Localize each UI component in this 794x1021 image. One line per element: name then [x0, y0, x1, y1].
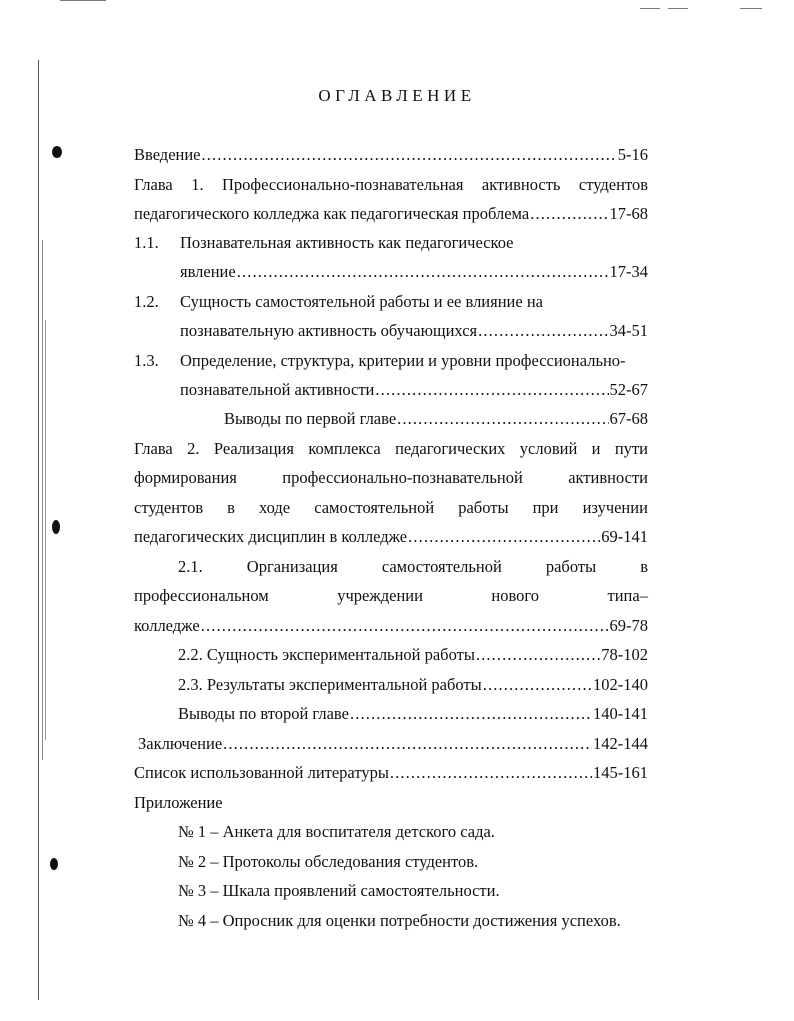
word: ходе — [259, 498, 291, 517]
section-1-2-line2 — [180, 320, 648, 342]
section-number: 1.3. — [134, 351, 159, 370]
toc-pages: 102-140 — [593, 675, 648, 694]
scan-top-rule-right — [640, 8, 660, 9]
word: педагогических — [395, 439, 506, 458]
chapter-1-heading-line2 — [134, 203, 648, 225]
binding-hole-mark-3 — [50, 858, 58, 870]
scan-top-rule-right-3 — [740, 8, 762, 9]
word: комплекса — [308, 439, 381, 458]
toc-pages: 69-141 — [601, 527, 648, 546]
toc-label: 2.3. Результаты экспериментальной работы — [178, 675, 482, 694]
chapter-2-heading-line1 — [134, 438, 648, 460]
dot-leader — [408, 526, 600, 548]
word: изучении — [582, 498, 648, 517]
toc-pages: 142-144 — [593, 734, 648, 753]
word: при — [532, 498, 559, 517]
section-1-1-line2 — [180, 261, 648, 283]
dot-leader — [483, 674, 592, 696]
dot-leader — [478, 320, 608, 342]
dot-leader — [397, 408, 608, 430]
word: формирования — [134, 468, 237, 487]
section-2-2 — [178, 644, 648, 666]
toc-label: колледже — [134, 616, 200, 635]
scan-top-rule — [60, 0, 106, 1]
word: Организация — [246, 557, 338, 576]
toc-label: Список использованной литературы — [134, 763, 389, 782]
dot-leader — [390, 762, 592, 784]
dot-leader — [202, 144, 617, 166]
word: 1. — [191, 175, 204, 194]
section-2-1-line2 — [134, 585, 648, 607]
section-1-2-line1: Сущность самостоятельной работы и ее влияние на — [180, 292, 543, 311]
toc-pages: 34-51 — [609, 321, 648, 340]
toc-label: Заключение — [138, 734, 223, 753]
toc-label: Выводы по второй главе — [178, 704, 349, 723]
page-title: ОГЛАВЛЕНИЕ — [318, 86, 476, 105]
toc-pages: 78-102 — [601, 645, 648, 664]
toc-pages: 52-67 — [609, 380, 648, 399]
word: 2.1. — [178, 557, 203, 576]
word: самостоятельной — [381, 557, 502, 576]
chapter-2-heading-line4 — [134, 526, 648, 548]
toc-entry-conclusion — [138, 733, 648, 755]
section-number: 1.2. — [134, 292, 159, 311]
word: в — [227, 498, 235, 517]
word: работы — [545, 557, 597, 576]
word: Глава — [134, 175, 173, 194]
binding-hole-mark-2 — [52, 520, 60, 534]
toc-pages: 5-16 — [617, 145, 648, 164]
toc-label: познавательной активности — [180, 380, 375, 399]
word: 2. — [187, 439, 200, 458]
dot-leader — [375, 379, 608, 401]
scan-left-edge — [38, 60, 48, 1000]
toc-pages: 17-68 — [609, 204, 648, 223]
word: типа– — [607, 586, 648, 605]
toc-pages: 67-68 — [609, 409, 648, 428]
toc-pages: 17-34 — [609, 262, 648, 281]
dot-leader — [530, 203, 608, 225]
toc-label: явление — [180, 262, 236, 281]
appendix-item: № 3 – Шкала проявлений самостоятельности. — [178, 881, 500, 900]
word: профессионально-познавательной — [282, 468, 523, 487]
chapter-1-conclusion — [224, 408, 648, 430]
appendix-item: № 4 – Опросник для оценки потребности достижения успехов. — [178, 911, 621, 930]
toc-pages: 69-78 — [609, 616, 648, 635]
toc-pages: 145-161 — [593, 763, 648, 782]
toc-label: педагогического колледжа как педагогическая проблема — [134, 204, 530, 223]
toc-label: педагогических дисциплин в колледже — [134, 527, 408, 546]
word: студентов — [578, 175, 648, 194]
appendix-item: № 2 – Протоколы обследования студентов. — [178, 852, 479, 871]
dot-leader — [201, 615, 609, 637]
scan-top-rule-right-2 — [668, 8, 688, 9]
word: учреждении — [337, 586, 423, 605]
binding-hole-mark — [52, 146, 62, 158]
toc-entry-introduction — [134, 144, 648, 166]
word: работы — [458, 498, 509, 517]
appendix-item: № 1 – Анкета для воспитателя детского сада. — [178, 822, 495, 841]
word: условий — [519, 439, 578, 458]
chapter-2-heading-line3 — [134, 497, 648, 519]
toc-label: познавательную активность обучающихся — [180, 321, 478, 340]
dot-leader — [237, 261, 609, 283]
word: активности — [568, 468, 648, 487]
dot-leader — [223, 733, 592, 755]
section-2-1-line1 — [178, 556, 648, 578]
word: Профессионально-познавательная — [222, 175, 464, 194]
dot-leader — [476, 644, 600, 666]
toc-label: Выводы по первой главе — [224, 409, 397, 428]
word: активность — [481, 175, 561, 194]
word: пути — [614, 439, 648, 458]
appendix-heading: Приложение — [134, 793, 223, 812]
word: профессиональном — [134, 586, 269, 605]
word: в — [640, 557, 648, 576]
toc-pages: 140-141 — [593, 704, 648, 723]
word: Глава — [134, 439, 173, 458]
word: самостоятельной — [314, 498, 435, 517]
toc-label: 2.2. Сущность экспериментальной работы — [178, 645, 475, 664]
word: Реализация — [213, 439, 294, 458]
section-number: 1.1. — [134, 233, 159, 252]
toc-label: Введение — [134, 145, 201, 164]
dot-leader — [350, 703, 592, 725]
chapter-1-heading-line1 — [134, 174, 648, 196]
toc-entry-references — [134, 762, 648, 784]
word: студентов — [134, 498, 204, 517]
section-2-3 — [178, 674, 648, 696]
word: и — [591, 439, 601, 458]
word: нового — [491, 586, 540, 605]
section-2-1-line3 — [134, 615, 648, 637]
section-1-3-line1: Определение, структура, критерии и уровни профессионально- — [180, 351, 626, 370]
section-1-1-line1: Познавательная активность как педагогическое — [180, 233, 514, 252]
chapter-2-heading-line2 — [134, 467, 648, 489]
chapter-2-conclusion — [178, 703, 648, 725]
section-1-3-line2 — [180, 379, 648, 401]
